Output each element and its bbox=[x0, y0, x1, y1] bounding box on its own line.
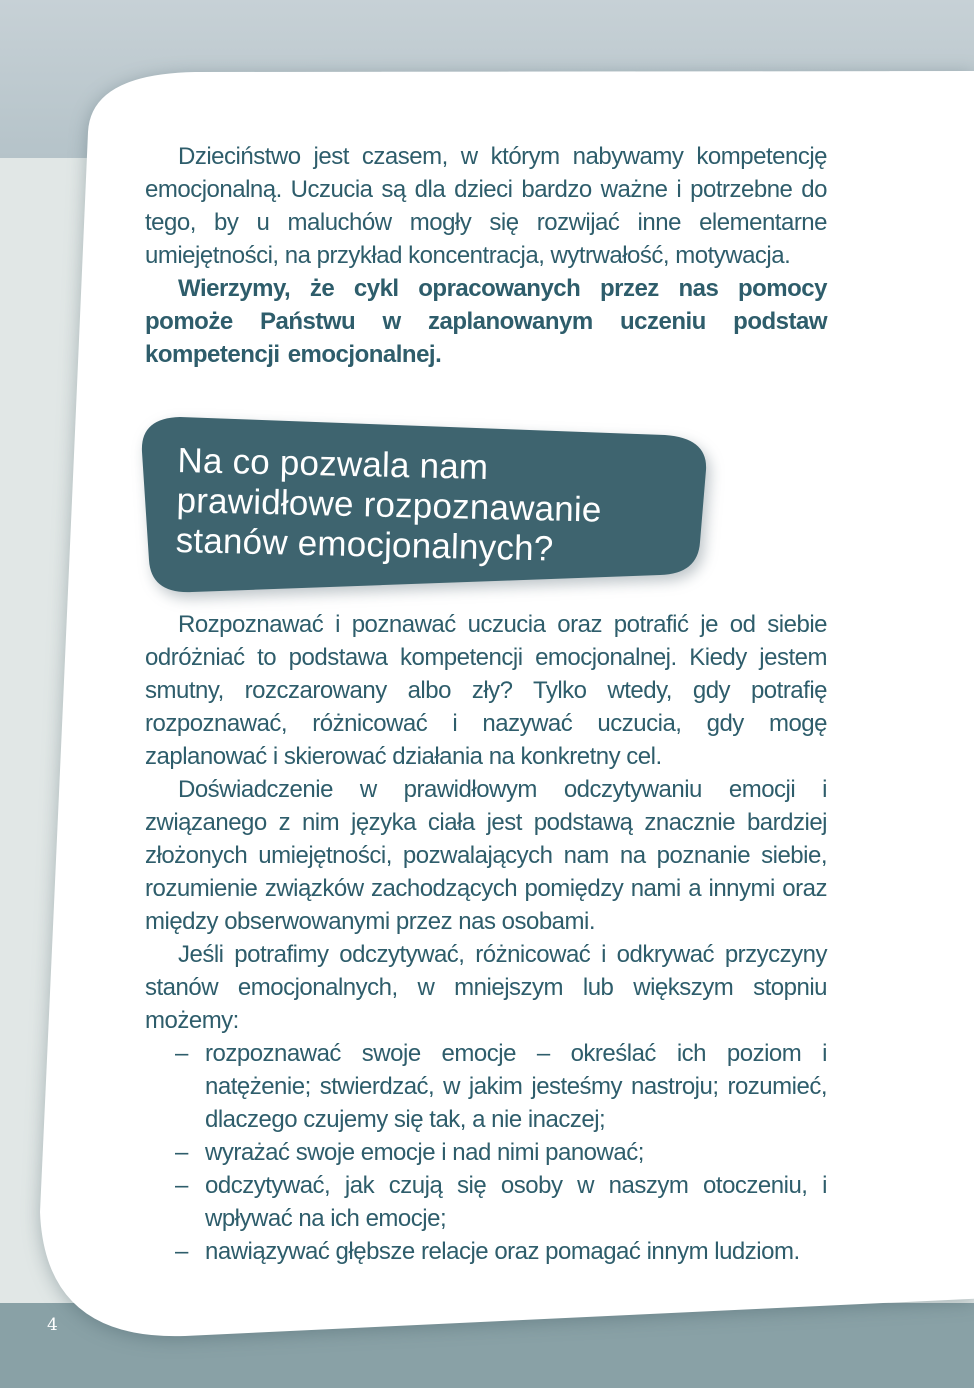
list-item bbox=[145, 1235, 827, 1268]
list-item bbox=[145, 1136, 827, 1169]
intro-paragraph: Dzieciństwo jest czasem, w którym nabywamy kompetencję emocjonalną. Uczucia są dla dzieci bardzo ważne i potrzebne do tego, by u maluchów mogły się rozwijać inne elementarne umiejętności, na przykład koncentracja, wytrwałość, motywacja. bbox=[145, 143, 827, 269]
dash-marker: – bbox=[175, 1139, 188, 1166]
dash-marker: – bbox=[175, 1040, 188, 1067]
intro-paragraph-bold: Wierzymy, że cykl opracowanych przez nas pomocy pomoże Państwu w zaplanowanym uczeniu podstaw kompetencji emocjonalnej. bbox=[145, 275, 827, 368]
list-item-text: odczytywać, jak czują się osoby w naszym otoczeniu, i wpływać na ich emocje; bbox=[205, 1172, 827, 1232]
body-paragraph-recognize: Rozpoznawać i poznawać uczucia oraz potrafić je od siebie odróżniać to podstawa kompetencji emocjonalnej. Kiedy jestem smutny, rozczarowany albo zły? Tylko wtedy, gdy potrafię rozpoznawać, różnicować i nazywać uczucia, gdy mogę zaplanować i skierować działania na konkretny cel. bbox=[145, 611, 827, 770]
page-number: 4 bbox=[47, 1315, 58, 1335]
body-paragraph-experience: Doświadczenie w prawidłowym odczytywaniu emocji i związanego z nim języka ciała jest podstawą znacznie bardziej złożonych umiejętności, pozwalających nam na poznanie siebie, rozumienie związków zachodzących pomiędzy nami a innymi oraz między obserwowanymi przez nas osobami. bbox=[145, 776, 827, 935]
list-item-text: nawiązywać głębsze relacje oraz pomagać innym ludziom. bbox=[205, 1238, 800, 1265]
list-item-text: wyrażać swoje emocje i nad nimi panować; bbox=[205, 1139, 644, 1166]
body-text-block bbox=[145, 608, 827, 1268]
body-paragraph-list-lead: Jeśli potrafimy odczytywać, różnicować i odkrywać przyczyny stanów emocjonalnych, w mniejszym lub większym stopniu możemy: bbox=[145, 941, 827, 1034]
list-item bbox=[145, 1037, 827, 1136]
dash-marker: – bbox=[175, 1238, 188, 1265]
heading-line-3: stanów emocjonalnych? bbox=[175, 520, 554, 569]
list-item-text: rozpoznawać swoje emocje – określać ich poziom i natężenie; stwierdzać, w jakim jesteśmy nastroju; rozumieć, dlaczego czujemy się tak, a nie inaczej; bbox=[205, 1040, 827, 1133]
dash-marker: – bbox=[175, 1172, 188, 1199]
section-heading bbox=[175, 441, 738, 574]
list-item bbox=[145, 1169, 827, 1235]
heading-line-1: Na co pozwala nam bbox=[177, 441, 489, 488]
intro-text-block bbox=[145, 140, 827, 371]
bullet-list bbox=[145, 1037, 827, 1268]
heading-line-2: prawidłowe rozpoznawanie bbox=[176, 480, 603, 530]
